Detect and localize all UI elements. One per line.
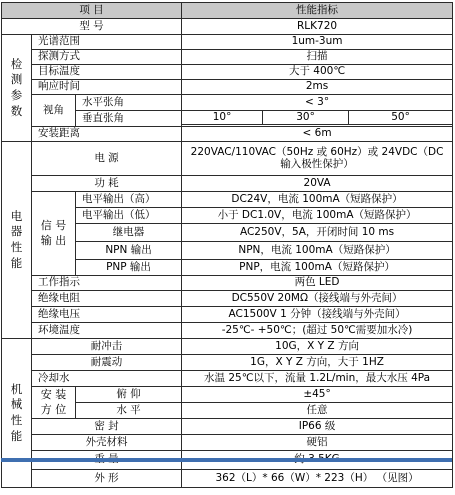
output-high-label: 电平输出（高） xyxy=(76,192,182,208)
orient-horizontal-label: 水 平 xyxy=(76,403,182,419)
insulation-resistance-value: DC550V 20MΩ（接线端与外壳间） xyxy=(182,291,453,307)
vibration-value: 1G，X Y Z 方向，大于 1HZ xyxy=(182,355,453,371)
cooling-row xyxy=(2,371,453,387)
power-consumption-label: 功 耗 xyxy=(32,176,182,192)
pitch-row xyxy=(2,387,453,403)
v-angle-value-1: 10° xyxy=(182,111,263,125)
output-high-value: DC24V，电流 100mA（短路保护） xyxy=(182,192,453,208)
mechanical-section-label: 机 械 性 能 xyxy=(2,339,32,488)
target-temp-label: 目标温度 xyxy=(32,65,182,80)
power-consumption-value: 20VA xyxy=(182,176,453,192)
relay-label: 继电器 xyxy=(76,224,182,242)
response-row xyxy=(2,80,453,95)
seal-label: 密 封 xyxy=(32,419,182,435)
insulation-voltage-value: AC1500V 1 分钟（接线端与外壳间） xyxy=(182,307,453,323)
power-supply-row xyxy=(2,142,453,176)
view-angle-label: 视角 xyxy=(32,95,76,127)
v-angle-value-2: 30° xyxy=(263,111,349,125)
install-distance-value: < 6m xyxy=(182,127,453,142)
header-spec: 性能指标 xyxy=(182,3,453,19)
header-item: 项 目 xyxy=(2,3,182,19)
section-divider-bar xyxy=(1,458,452,462)
header-row xyxy=(2,3,453,19)
model-label: 型 号 xyxy=(2,19,182,35)
cooling-label: 冷却水 xyxy=(32,371,182,387)
shock-row xyxy=(2,339,453,355)
indicator-label: 工作指示 xyxy=(32,276,182,291)
vibration-row xyxy=(2,355,453,371)
method-value: 扫描 xyxy=(182,50,453,65)
install-distance-label: 安装距离 xyxy=(32,127,182,142)
target-temp-value: 大于 400℃ xyxy=(182,65,453,80)
cooling-value: 水温 25℃以下，流量 1.2L/min，最大水压 4Pa xyxy=(182,371,453,387)
npn-label: NPN 输出 xyxy=(76,242,182,260)
ambient-temp-row xyxy=(2,323,453,339)
response-value: 2ms xyxy=(182,80,453,95)
spectrum-row xyxy=(2,35,453,50)
relay-value: AC250V，5A，开闭时间 10 ms xyxy=(182,224,453,242)
signal-output-label: 信 号 输 出 xyxy=(32,192,76,276)
housing-row xyxy=(2,435,453,451)
dimensions-value: 362（L）* 66（W）* 223（H） （见图） xyxy=(182,470,453,488)
v-angle-value-3: 50° xyxy=(349,111,453,125)
insulation-voltage-row xyxy=(2,307,453,323)
dimensions-row xyxy=(2,470,453,488)
dimensions-label: 外 形 xyxy=(32,470,182,488)
indicator-value: 两色 LED xyxy=(182,276,453,291)
h-angle-value: < 3° xyxy=(182,95,453,111)
spectrum-value: 1um-3um xyxy=(182,35,453,50)
model-row xyxy=(2,19,453,35)
ambient-temp-label: 环境温度 xyxy=(32,323,182,339)
install-orientation-label: 安 装 方 位 xyxy=(32,387,76,419)
method-row xyxy=(2,50,453,65)
ambient-temp-value: -25℃- +50℃；(超过 50℃需要加水冷) xyxy=(182,323,453,339)
power-supply-label: 电 源 xyxy=(32,142,182,176)
pnp-value: PNP，电流 100mA（短路保护） xyxy=(182,260,453,276)
orient-horizontal-value: 任意 xyxy=(182,403,453,419)
seal-value: IP66 级 xyxy=(182,419,453,435)
npn-value: NPN，电流 100mA（短路保护） xyxy=(182,242,453,260)
pitch-label: 俯 仰 xyxy=(76,387,182,403)
power-supply-value: 220VAC/110VAC（50Hz 或 60Hz）或 24VDC（DC 输入极性保护） xyxy=(182,142,453,176)
pnp-label: PNP 输出 xyxy=(76,260,182,276)
output-low-label: 电平输出（低） xyxy=(76,208,182,224)
h-angle-row xyxy=(2,95,453,111)
insulation-resistance-row xyxy=(2,291,453,307)
pitch-value: ±45° xyxy=(182,387,453,403)
shock-value: 10G，X Y Z 方向 xyxy=(182,339,453,355)
model-value: RLK720 xyxy=(182,19,453,35)
vibration-label: 耐震动 xyxy=(32,355,182,371)
target-temp-row xyxy=(2,65,453,80)
insulation-resistance-label: 绝缘电阻 xyxy=(32,291,182,307)
install-distance-row xyxy=(2,127,453,142)
shock-label: 耐冲击 xyxy=(32,339,182,355)
housing-label: 外壳材料 xyxy=(32,435,182,451)
power-consumption-row xyxy=(2,176,453,192)
v-angle-label: 垂直张角 xyxy=(76,111,182,127)
output-low-value: 小于 DC1.0V，电流 100mA（短路保护） xyxy=(182,208,453,224)
indicator-row xyxy=(2,276,453,291)
method-label: 探测方式 xyxy=(32,50,182,65)
output-high-row xyxy=(2,192,453,208)
insulation-voltage-label: 绝缘电压 xyxy=(32,307,182,323)
spec-table xyxy=(1,2,453,488)
h-angle-label: 水平张角 xyxy=(76,95,182,111)
electrical-section-label: 电 器 性 能 xyxy=(2,142,32,339)
housing-value: 硬铝 xyxy=(182,435,453,451)
detection-section-label: 检 测 参 数 xyxy=(2,35,32,142)
response-label: 响应时间 xyxy=(32,80,182,95)
seal-row xyxy=(2,419,453,435)
spectrum-label: 光谱范围 xyxy=(32,35,182,50)
